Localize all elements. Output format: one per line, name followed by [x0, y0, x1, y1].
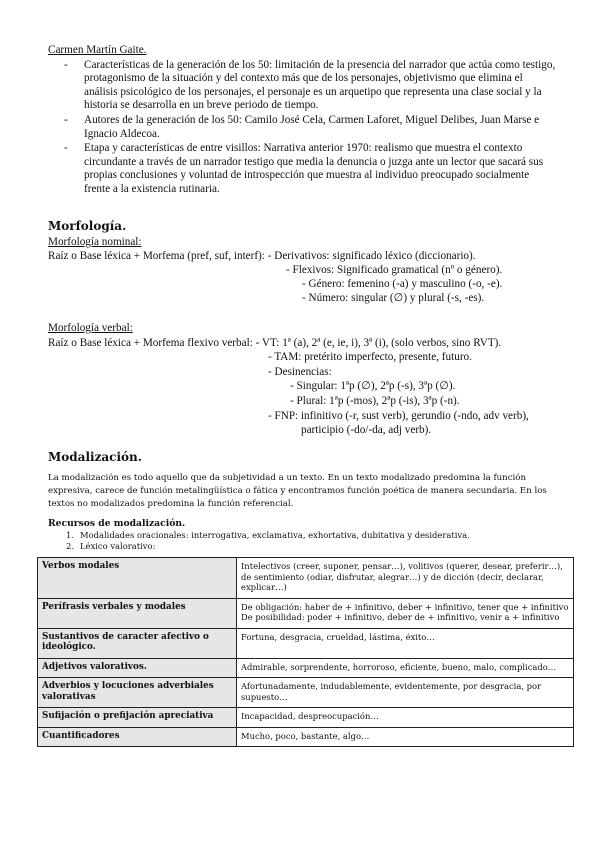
morfologia-line: Raíz o Base léxica + Morfema flexivo verbal: - VT: 1ª (a), 2ª (e, ie, i), 3ª (i), (solo verbos, sino RVT).	[48, 336, 502, 349]
morfologia-line: - Plural: 1ªp (-mos), 2ªp (-is), 3ªp (-n).	[290, 394, 460, 407]
morfologia-line: - Flexivos: Significado gramatical (nº o género).	[286, 264, 503, 276]
table-cell-key: Sustantivos de caracter afectivo o ideológico.	[38, 628, 237, 658]
table-row	[38, 558, 574, 599]
morfologia-line: - FNP: infinitivo (-r, sust verb), gerundio (-ndo, adv verb),	[268, 409, 529, 422]
table-cell-key: Sufijación o prefijación apreciativa	[38, 708, 237, 728]
numbered-list	[48, 530, 560, 552]
section-title: Carmen Martín Gaite.	[48, 44, 147, 56]
recursos-title: Recursos de modalización.	[48, 518, 186, 529]
modalizacion-paragraph: La modalización es todo aquello que da subjetividad a un texto. En un texto modalizado predomina la función expresiva, carece de función metalingüística o fática y encontramos función poética de manera secundaria. En los textos no modalizados predomina la función referencial.	[48, 473, 547, 509]
table-cell-key: Cuantificadores	[38, 727, 237, 747]
list-item: - Características de la generación de los 50: limitación de la presencia del narrador que actúa como testigo, protagonismo de la situación y del contexto más que de los personajes, objetivismo que elimina el análisis psicológico de los personajes, el personaje es un arquetipo que representa una clase social y la historia se desarrolla en un breve periodo de tiempo.	[48, 59, 558, 113]
heading-morfologia: Morfología.	[48, 219, 127, 233]
list-item: - Autores de la generación de los 50: Camilo José Cela, Carmen Laforet, Miguel Delibes, Juan Marse e Ignacio Aldecoa.	[48, 114, 558, 141]
heading-modalizacion: Modalización.	[48, 450, 142, 464]
bullet-list	[48, 59, 558, 197]
table-cell-value	[237, 598, 574, 628]
table-row	[38, 628, 574, 658]
table-cell-value: Intelectivos (creer, suponer, pensar…), volitivos (querer, desear, preferir…), de sentimiento (odiar, disfrutar, alegrar…) y de dicción (decir, declarar, explicar…)	[237, 558, 574, 599]
morfologia-line: - Número: singular (∅) y plural (-s, -es).	[302, 292, 485, 304]
cell-line: De obligación: haber de + infinitivo, deber + infinitivo, tener que + infinitivo	[241, 601, 569, 612]
table-cell-key: Verbos modales	[38, 558, 237, 599]
table-row	[38, 727, 574, 747]
table-cell-value: Afortunadamente, indudablemente, evidentemente, por desgracia, por supuesto…	[237, 678, 574, 708]
list-item: 1. Modalidades oracionales: interrogativa, exclamativa, exhortativa, dubitativa y desiderativa.	[66, 530, 470, 540]
table-cell-value: Incapacidad, despreocupación…	[237, 708, 574, 728]
table-cell-key: Adverbios y locuciones adverbiales valorativas	[38, 678, 237, 708]
section-modalizacion	[48, 450, 560, 552]
morfologia-line: Raíz o Base léxica + Morfema (pref, suf, interf): - Derivativos: significado léxico (diccionario).	[48, 250, 476, 262]
recursos-table	[37, 557, 574, 747]
morfologia-line: - TAM: pretérito imperfecto, presente, futuro.	[268, 351, 472, 364]
table-row	[38, 598, 574, 628]
table-cell-key: Adjetivos valorativos.	[38, 658, 237, 678]
table-row	[38, 708, 574, 728]
list-item: - Etapa y características de entre visillos: Narrativa anterior 1970: realismo que muestra el contexto circundante a través de un narrador testigo que media la denuncia o juzga ante un lector que sacará sus propias conclusiones y voluntad de introspección que muestra al individuo preocupado socialmente frente a la existencia rutinaria.	[48, 142, 558, 196]
cell-line: De posibilidad: poder + infinitivo, deber de + infinitivo, venir a + infinitivo	[241, 612, 560, 622]
subtitle-morfologia-nominal: Morfología nominal:	[48, 236, 142, 248]
morfologia-line: - Género: femenino (-a) y masculino (-o, -e).	[302, 278, 503, 290]
list-item: 2. Léxico valorativo:	[66, 541, 156, 551]
table-row	[38, 678, 574, 708]
table-cell-value: Fortuna, desgracia, crueldad, lástima, éxito…	[237, 628, 574, 658]
morfologia-line: - Singular: 1ªp (∅), 2ªp (-s), 3ªp (∅).	[290, 380, 456, 393]
table-cell-value: Mucho, poco, bastante, algo…	[237, 727, 574, 747]
morfologia-line: - Desinencias:	[268, 365, 332, 378]
table-row	[38, 658, 574, 678]
section-morfologia	[48, 219, 578, 305]
morfologia-line: participio (-do/-da, adj verb).	[301, 424, 432, 437]
section-morfologia-verbal	[48, 321, 578, 438]
table-cell-value: Admirable, sorprendente, horroroso, eficiente, bueno, malo, complicado…	[237, 658, 574, 678]
subtitle-morfologia-verbal: Morfología verbal:	[48, 322, 133, 334]
table-cell-key: Perífrasis verbales y modales	[38, 598, 237, 628]
section-carmen-martin-gaite	[48, 44, 558, 198]
